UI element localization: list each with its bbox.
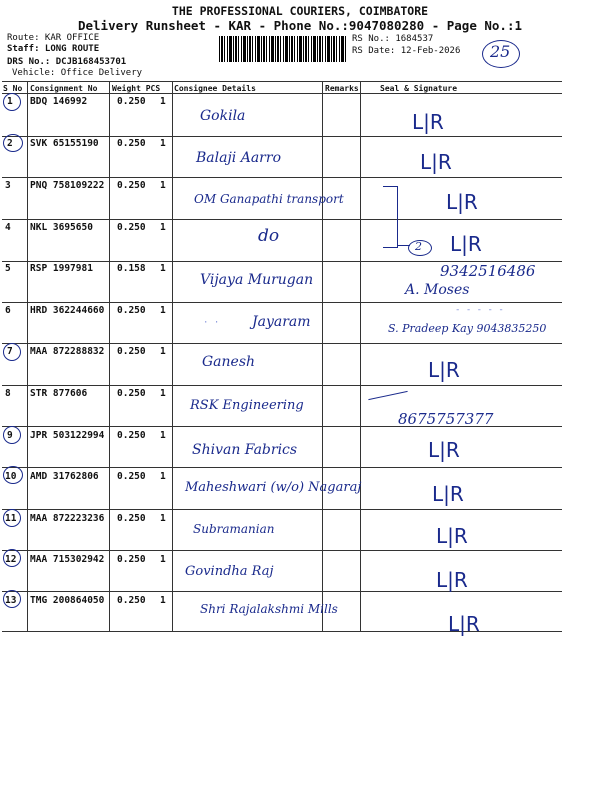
row-consignment: MAA 872288832 (30, 346, 105, 357)
row-weight: 0.250 (117, 471, 146, 482)
row-sno: 5 (5, 263, 11, 274)
col-sno: S No (3, 84, 23, 93)
table-top-line (2, 81, 562, 82)
row-pcs: 1 (160, 305, 166, 316)
col-seal: Seal & Signature (380, 84, 458, 93)
row-weight: 0.250 (117, 222, 146, 233)
row-weight: 0.250 (117, 346, 146, 357)
row-signature: L|R (448, 612, 480, 636)
row-pcs: 1 (160, 346, 166, 357)
row-weight: 0.250 (117, 180, 146, 191)
row-pcs: 1 (160, 222, 166, 233)
barcode (219, 36, 347, 62)
row-consignee: Govindha Raj (185, 564, 274, 579)
row-line (2, 136, 562, 137)
col-consignment: Consignment No (30, 84, 98, 93)
row-consignment: MAA 872223236 (30, 513, 105, 524)
row-line (2, 177, 562, 178)
row-consignee: Maheshwari (w/o) Nagaraj (185, 480, 362, 495)
company-title: THE PROFESSIONAL COURIERS, COIMBATORE (171, 4, 429, 18)
faint-mark: - - - - - (455, 305, 504, 315)
row-phone: 9342516486 (440, 262, 536, 280)
row-consignment: PNQ 758109222 (30, 180, 105, 191)
row-consignment: NKL 3695650 (30, 222, 93, 233)
row-pcs: 1 (160, 554, 166, 565)
row-signature: L|R (432, 482, 464, 506)
row-weight: 0.250 (117, 138, 146, 149)
row-phone: 8675757377 (398, 410, 494, 428)
sno-circle (3, 134, 23, 152)
row-weight: 0.158 (117, 263, 146, 274)
rs-date: RS Date: 12-Feb-2026 (352, 46, 461, 56)
row-consignee: Shivan Fabrics (192, 442, 298, 458)
row-consignee: do (258, 226, 280, 246)
col-divider (109, 81, 110, 631)
row-sno: 11 (5, 513, 17, 524)
route-label: Route: KAR OFFICE (7, 33, 100, 43)
row-consignment: AMD 31762806 (30, 471, 99, 482)
row-weight: 0.250 (117, 430, 146, 441)
row-sno: 3 (5, 180, 11, 191)
row-sno: 12 (5, 554, 17, 565)
row-consignee: Gokila (200, 108, 246, 124)
row-consignment: STR 877606 (30, 388, 88, 399)
row-consignee: Subramanian (193, 522, 275, 536)
row-weight: 0.250 (117, 96, 146, 107)
row-consignment: SVK 65155190 (30, 138, 99, 149)
runsheet-title: Delivery Runsheet - KAR - Phone No.:9047080280 - Page No.:1 (77, 18, 522, 33)
rs-number: RS No.: 1684537 (352, 34, 434, 44)
row-signature: S. Pradeep Kay 9043835250 (388, 322, 547, 335)
row-pcs: 1 (160, 96, 166, 107)
ditto-bracket (383, 186, 398, 248)
row-signature: L|R (436, 524, 468, 548)
row-line (2, 467, 562, 468)
row-weight: 0.250 (117, 388, 146, 399)
row-signature: L|R (450, 232, 482, 256)
row-weight: 0.250 (117, 513, 146, 524)
row-signature: L|R (420, 150, 452, 174)
row-consignment: TMG 200864050 (30, 595, 105, 606)
row-remark: 2 (415, 240, 422, 253)
row-consignee: Balaji Aarro (196, 150, 281, 166)
row-consignment: JPR 503122994 (30, 430, 105, 441)
row-weight: 0.250 (117, 305, 146, 316)
row-sno: 6 (5, 305, 11, 316)
row-signature: L|R (428, 358, 460, 382)
faint-mark: · · (203, 318, 220, 328)
row-pcs: 1 (160, 388, 166, 399)
row-consignee: Vijaya Murugan (200, 272, 314, 288)
row-signature: L|R (428, 438, 460, 462)
row-signature: L|R (412, 110, 444, 134)
row-signature: L|R (446, 190, 478, 214)
col-divider (27, 81, 28, 631)
row-line (2, 302, 562, 303)
row-consignee: OM Ganapathi transport (194, 192, 344, 206)
row-sno: 8 (5, 388, 11, 399)
row-weight: 0.250 (117, 595, 146, 606)
row-consignee: RSK Engineering (190, 398, 304, 413)
row-sno: 7 (7, 346, 13, 357)
handwritten-page-count: 25 (490, 42, 511, 61)
row-sno: 2 (7, 138, 13, 149)
col-divider (322, 81, 323, 631)
row-consignment: RSP 1997981 (30, 263, 93, 274)
col-divider (172, 81, 173, 631)
row-pcs: 1 (160, 180, 166, 191)
row-line (2, 591, 562, 592)
row-line (2, 385, 562, 386)
row-sno: 1 (7, 96, 13, 107)
drs-number: DRS No.: DCJB168453701 (7, 57, 127, 67)
row-line (2, 219, 562, 220)
col-remarks: Remarks (325, 84, 359, 93)
col-divider (360, 81, 361, 631)
row-consignee: Jayaram (252, 314, 311, 330)
row-line (2, 509, 562, 510)
row-sno: 10 (5, 471, 17, 482)
table-header-line (2, 93, 562, 94)
row-signature-name: A. Moses (405, 282, 470, 298)
row-consignment: MAA 715302942 (30, 554, 105, 565)
col-consignee: Consignee Details (174, 84, 256, 93)
row-pcs: 1 (160, 263, 166, 274)
staff-label: Staff: LONG ROUTE (7, 44, 100, 54)
row-consignee: Shri Rajalakshmi Mills (200, 602, 338, 616)
col-weight-pcs: Weight PCS (112, 84, 161, 93)
row-pcs: 1 (160, 138, 166, 149)
signature-scribble (368, 391, 407, 400)
row-pcs: 1 (160, 595, 166, 606)
row-pcs: 1 (160, 471, 166, 482)
row-consignment: HRD 362244660 (30, 305, 105, 316)
row-line (2, 343, 562, 344)
row-consignee: Ganesh (202, 354, 256, 370)
row-consignment: BDQ 146992 (30, 96, 88, 107)
row-sno: 4 (5, 222, 11, 233)
row-weight: 0.250 (117, 554, 146, 565)
row-pcs: 1 (160, 430, 166, 441)
row-line (2, 550, 562, 551)
row-sno: 13 (5, 595, 17, 606)
row-pcs: 1 (160, 513, 166, 524)
row-sno: 9 (7, 430, 13, 441)
row-signature: L|R (436, 568, 468, 592)
vehicle-label: Vehicle: Office Delivery (12, 68, 143, 78)
